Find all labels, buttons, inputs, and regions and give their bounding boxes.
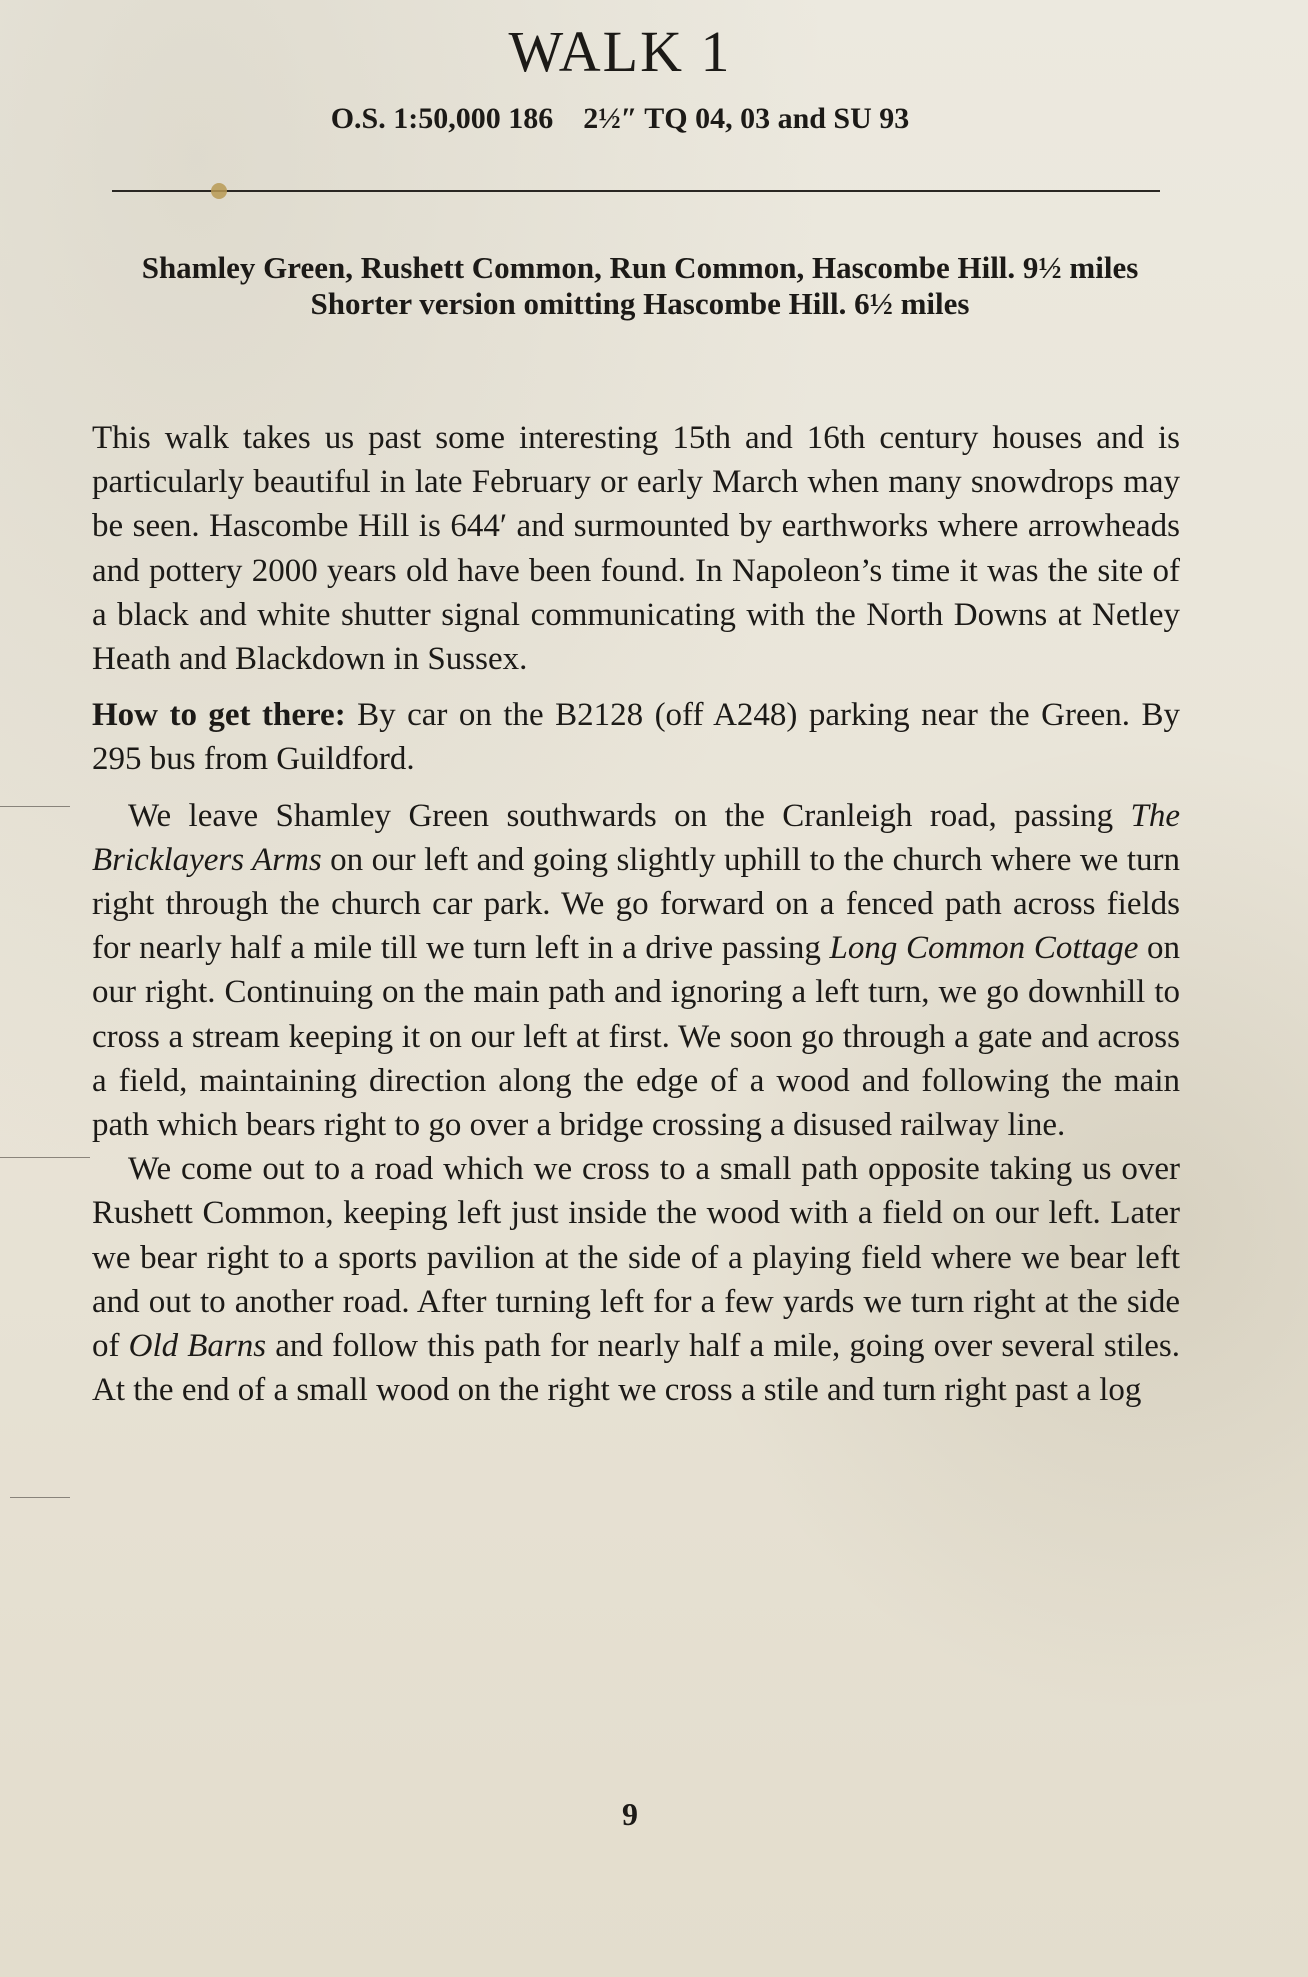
paper-stain-mark xyxy=(211,183,227,199)
route-text: on our left and going slightly uphill to the church where we turn right through the church car park. We go forward on a fenced path across fields for nearly half a mile till we turn left in a drive passing xyxy=(92,841,1180,967)
page-number: 9 xyxy=(622,1796,638,1832)
route-text: We leave Shamley Green southwards on the Cranleigh road, passing xyxy=(128,797,1131,834)
place-name: The Bricklayers Arms xyxy=(92,797,1180,878)
paper-crease-mark xyxy=(0,806,70,807)
walk-title: WALK 1 xyxy=(508,19,732,84)
route-paragraph-2 xyxy=(92,1147,1180,1412)
route-summary-line: Shamley Green, Rushett Common, Run Common, Hascombe Hill. 9½ miles xyxy=(141,250,1139,285)
route-text: and follow this path for nearly half a mile, going over several stiles. At the end of a small wood on the right we cross a stile and turn right past a log xyxy=(92,1328,1180,1409)
route-text: on our right. Continuing on the main path and ignoring a left turn, we go downhill to cross a stream keeping it on our left at first. We soon go through a gate and across a field, maintaining direction along the edge of a wood and following the main path which bears right to go over a bridge crossing a disused railway line. xyxy=(92,930,1181,1144)
directions-text: By car on the B2128 (off A248) parking near the Green. By 295 bus from Guildford. xyxy=(92,697,1180,778)
place-name: Long Common Cottage xyxy=(829,930,1139,967)
directions-label: How to get there: xyxy=(92,697,346,734)
paper-crease-mark xyxy=(10,1497,70,1498)
place-name: Old Barns xyxy=(128,1328,267,1365)
paper-crease-mark xyxy=(0,1157,90,1158)
os-map-reference: O.S. 1:50,000 186 2½″ TQ 04, 03 and SU 93 xyxy=(330,102,910,135)
route-paragraph-1 xyxy=(92,794,1180,1148)
route-text: We come out to a road which we cross to a small path opposite taking us over Rushett Common, keeping left just inside the wood with a field on our left. Later we bear right to a sports pavilion at the side of a playing field where we bear left and out to another road. After turning left for a few yards we turn right at the side of xyxy=(92,1151,1180,1365)
header-divider xyxy=(112,190,1160,192)
directions-paragraph xyxy=(92,693,1180,781)
route-summary xyxy=(100,250,1180,322)
shorter-version-line: Shorter version omitting Hascombe Hill. 6½ miles xyxy=(310,286,970,321)
intro-paragraph: This walk takes us past some interesting 15th and 16th century houses and is particularly beautiful in late February or early March when many snowdrops may be seen. Hascombe Hill is 644′ and surmounted by earthworks where arrowheads and pottery 2000 years old have been found. In Napoleon’s time it was the site of a black and white shutter signal communicating with the North Downs at Netley Heath and Blackdown in Sussex. xyxy=(92,420,1180,678)
walk-description xyxy=(92,416,1180,1412)
